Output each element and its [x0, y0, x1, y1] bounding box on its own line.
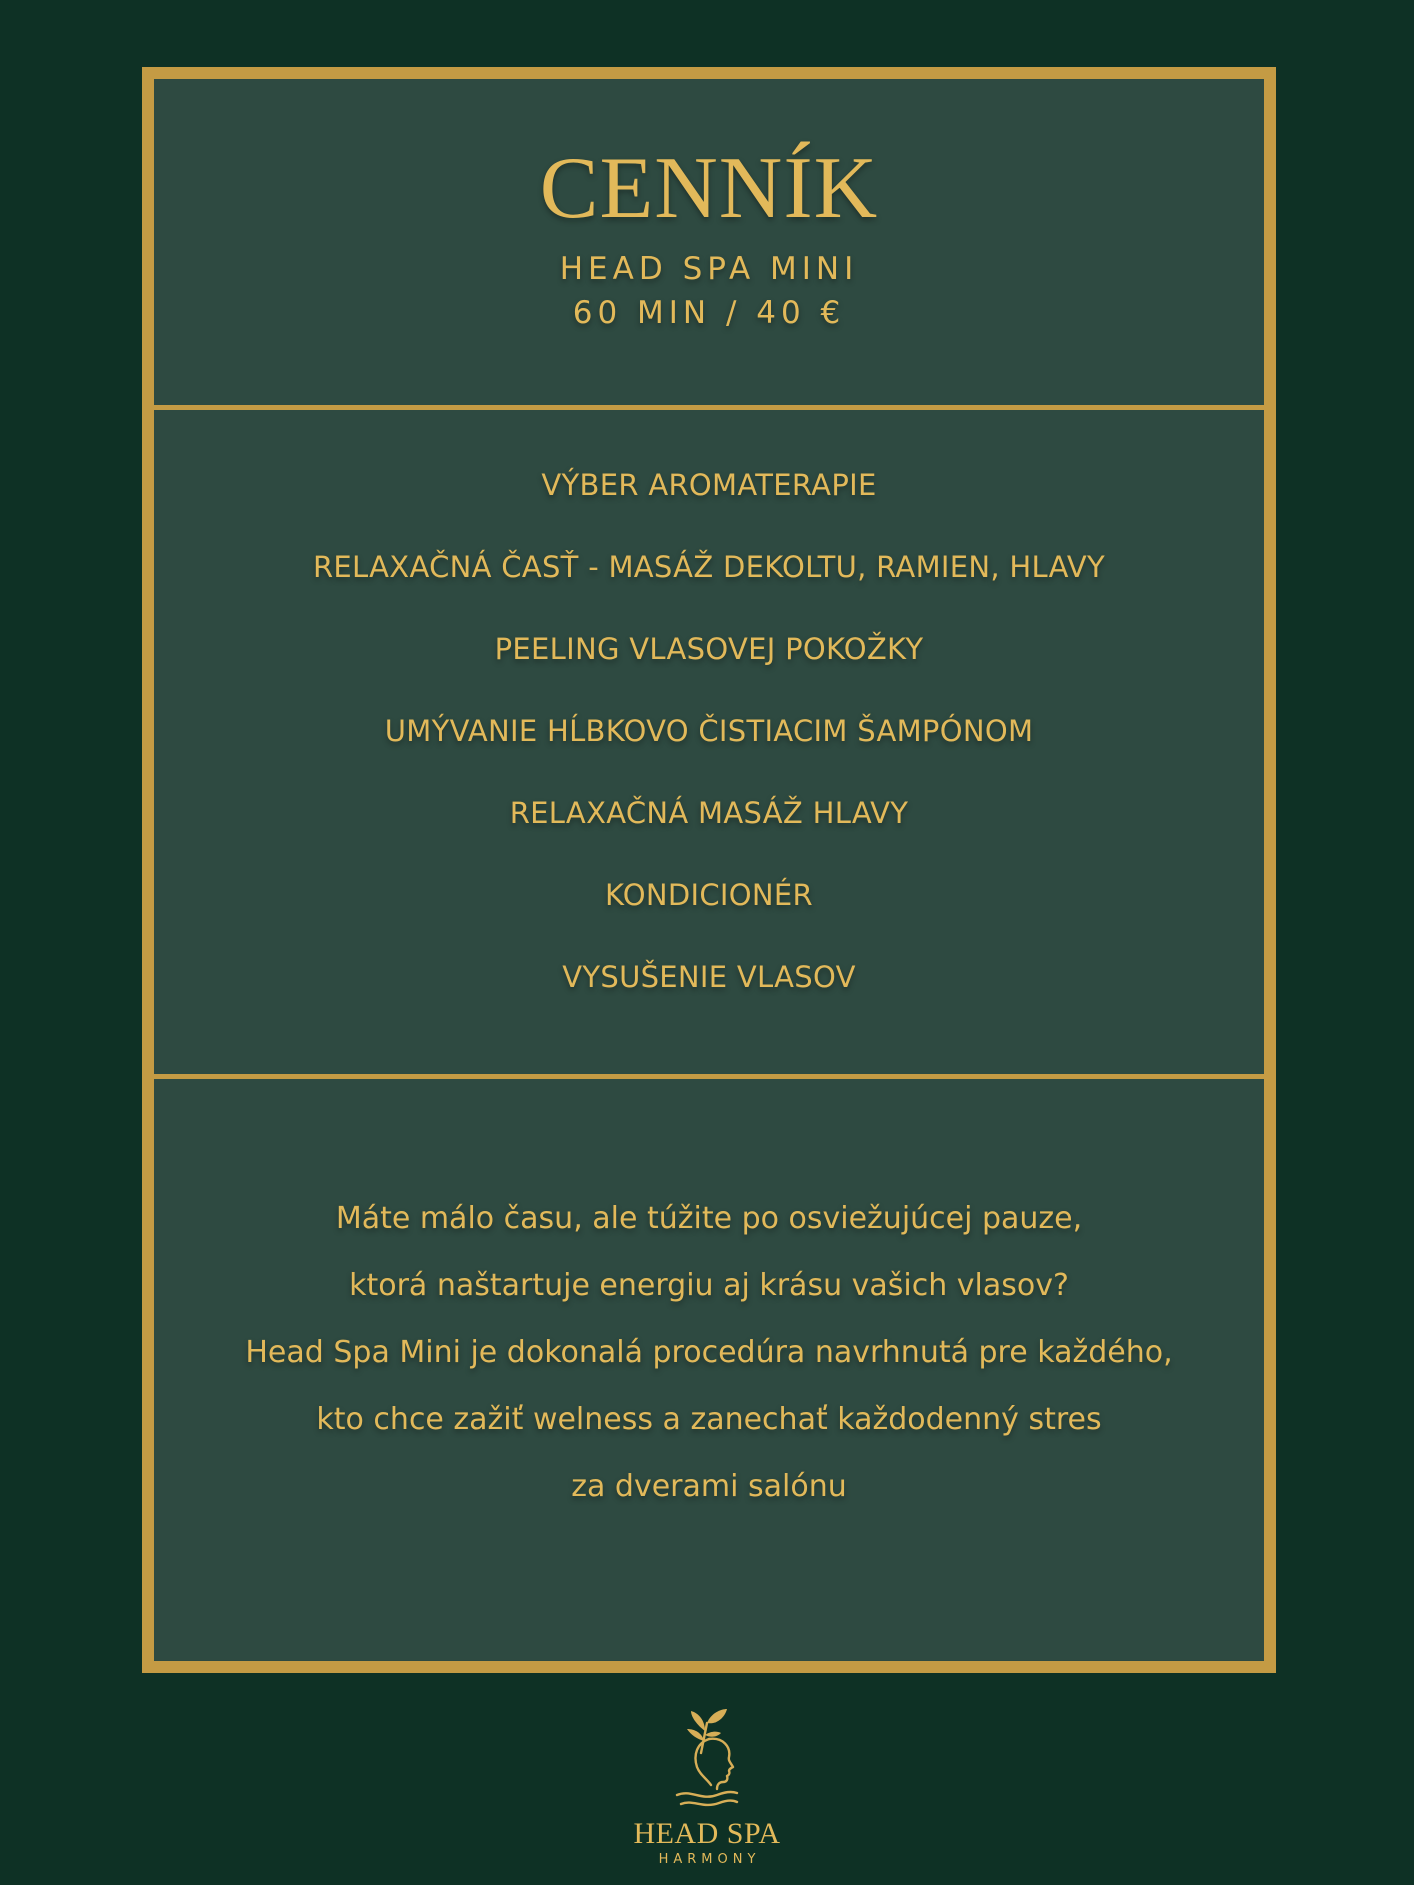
page-title: CENNÍK: [539, 140, 879, 237]
procedure-step: PEELING VLASOVEJ POKOŽKY: [494, 632, 924, 666]
price-list-panel: [142, 67, 1276, 1673]
logo-name: HEAD SPA: [633, 1817, 781, 1850]
woman-profile-leaf-icon: [667, 1705, 747, 1813]
procedure-step: VÝBER AROMATERAPIE: [541, 468, 877, 502]
service-duration-price: 60 MIN / 40 €: [572, 295, 846, 331]
description-line: Head Spa Mini je dokonalá procedúra navrhnutá pre každého,: [245, 1335, 1173, 1370]
divider-bottom: [154, 1074, 1264, 1079]
logo-tagline: HARMONY: [658, 1852, 761, 1867]
description-line: Máte málo času, ale túžite po osviežujúcej pauze,: [335, 1201, 1083, 1236]
service-name: HEAD SPA MINI: [559, 251, 859, 287]
procedure-step: KONDICIONÉR: [605, 878, 813, 912]
procedure-step: RELAXAČNÁ MASÁŽ HLAVY: [509, 796, 909, 830]
brand-logo: [607, 1705, 807, 1885]
procedure-step: VYSUŠENIE VLASOV: [562, 960, 856, 994]
description-line: ktorá naštartuje energiu aj krásu vašich vlasov?: [349, 1268, 1069, 1303]
service-description: [154, 1195, 1264, 1530]
procedure-step: UMÝVANIE HĹBKOVO ČISTIACIM ŠAMPÓNOM: [384, 714, 1034, 748]
procedure-steps-list: [154, 465, 1264, 1039]
divider-top: [154, 405, 1264, 410]
procedure-step: RELAXAČNÁ ČASŤ - MASÁŽ DEKOLTU, RAMIEN, HLAVY: [312, 550, 1106, 584]
description-line: za dverami salónu: [571, 1469, 847, 1504]
description-line: kto chce zažiť welness a zanechať každodenný stres: [316, 1402, 1102, 1437]
